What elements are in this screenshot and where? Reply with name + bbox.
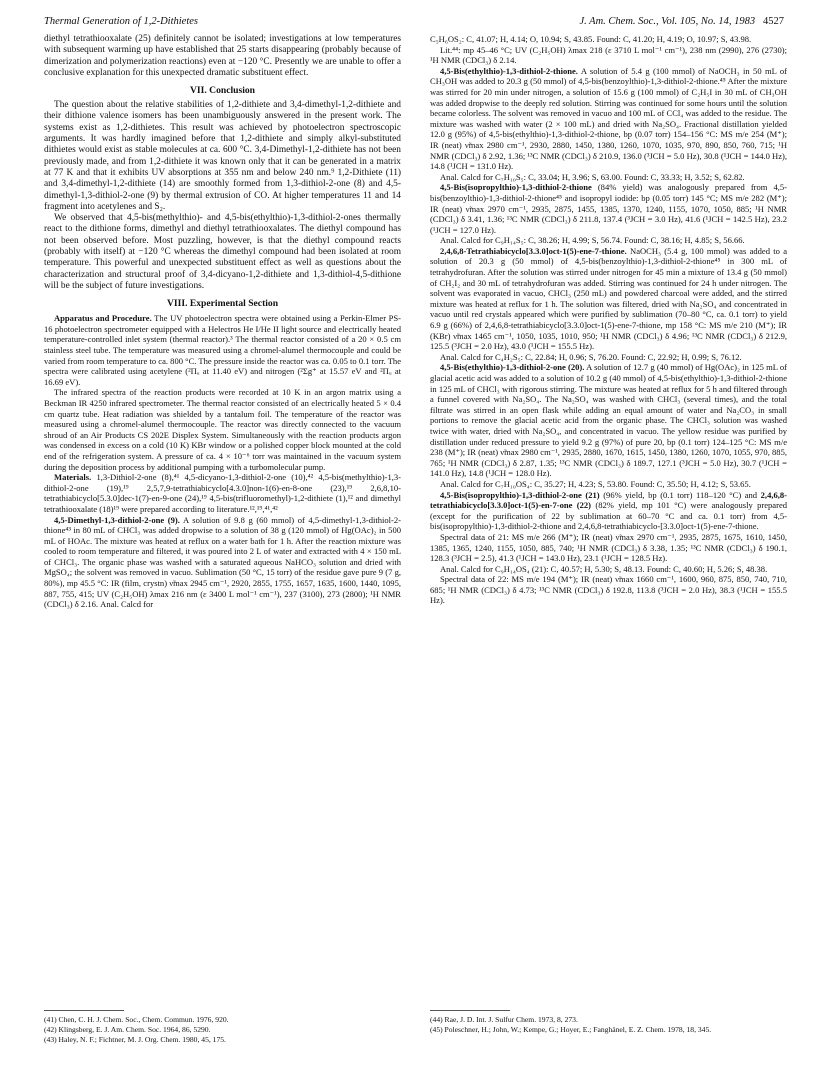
paragraph-conclusion-2: We observed that 4,5-bis(methylthio)- and 4,5-bis(ethylthio)-1,3-dithiol-2-ones thermally react to the dithione forms, dimethyl and diethyl tetrathiooxalates. The diethyl compound has not been observed before. Most puzzling, however, is that the diethyl compound reacts (probably with itself) at −120 °C whereas the dimethyl compound had been isolated at room temperature. This powerful and unexpected substituent effect as well as questions about the characterization and structural proof of 3,4-dicyano-1,2-dithiete and 1,3-dithiol-4,5-dithione will be the subject of future investigations. xyxy=(44,213,401,291)
footnote: (41) Chen, C. H. J. Chem. Soc., Chem. Commun. 1976, 920. xyxy=(44,1015,229,1024)
footnote-rule xyxy=(44,1010,124,1011)
footnotes-left xyxy=(44,1015,401,1044)
running-header xyxy=(44,16,784,32)
paragraph-dimethyl xyxy=(44,515,401,610)
run-in-title: 2,4,6,8-tetrathiabicyclo[3.3.0]oct-1(5)-en-7-one (22) xyxy=(430,489,788,511)
paragraph-bisethyl-thione xyxy=(430,66,787,172)
paragraph-text: (84% yield) was analogously prepared from 4,5-bis(benzoylthio)-1,3-dithiol-2-thione⁴⁵ and isopropyl iodide: bp (0.05 torr) 145 °C; MS m/e 282 (M⁺); IR (neat) ν̃max 2970 cm⁻¹, 2935, 2875, 1455, 1385, 1370, 1240, 1155, 1070, 1050, 885; ¹H NMR (CDCl₃) δ 3.41, 1.36; ¹³C NMR (CDCl₃) δ 211.8, 137.4 (³JCH = 3.0 Hz), 41.6 (¹JCH = 142.5 Hz), 23.2 (¹JCH = 127.0 Hz). xyxy=(430,182,787,235)
paragraph-spectral-21: Spectral data of 21: MS m/e 266 (M⁺); IR (neat) ν̃max 2970 cm⁻¹, 2935, 2875, 1675, 1610, 1450, 1385, 1365, 1240, 1155, 1050, 885, 740; ¹H NMR (CDCl₃) δ 3.38, 1.35; ¹³C NMR (CDCl₃) δ 190.1, 128.3 (³JCH = 2.5), 41.3 (¹JCH = 143.0 Hz), 23.1 (¹JCH = 128.5 Hz). xyxy=(430,531,787,564)
paragraph-text: 1,3-Dithiol-2-one (8),⁴¹ 4,5-dicyano-1,3-dithiol-2-one (10),⁴² 4,5-bis(methylthio)-1,3-dithiol-2-one (19),¹⁹ 2,5,7,9-tetrathiabicyclo[4.3.0]non-1(6)-en-8-one (23),¹⁹ 2,6,8,10-tetrathiabicyclo[5.3.0]dec-1(7)-en-9-one (24),¹⁹ 4,5-bis(trifluoromethyl)-1,2-dithiete (1),¹² and dimethyl tetrathiooxalate (18)¹⁹ were prepared according to literature.¹²,¹⁹,⁴¹,⁴² xyxy=(44,472,401,514)
footnote: (45) Poleschner, H.; John, W.; Kempe, G.; Hoyer, E.; Fanghänel, E. Z. Chem. 1978, 18, 345. xyxy=(430,1024,712,1034)
paragraph-bisisopropyl-anal: Anal. Calcd for C₉H₁₄S₅: C, 38.26; H, 4.99; S, 56.74. Found: C, 38.16; H, 4.85; S, 56.66. xyxy=(440,235,745,246)
paragraph-tetrathia-anal: Anal. Calcd for C₄H₂S₅: C, 22.84; H, 0.96; S, 76.20. Found: C, 22.92; H, 0.99; S, 76.12. xyxy=(440,351,742,362)
run-in-title: 4,5-Bis(ethylthio)-1,3-dithiol-2-thione. xyxy=(440,65,578,76)
run-in-title: 4,5-Bis(isopropylthio)-1,3-dithiol-2-one (21) xyxy=(440,489,600,500)
run-in-title: 2,4,6,8-Tetrathiabicyclo[3.3.0]oct-1(5)-ene-7-thione. xyxy=(440,245,627,256)
paragraph-text: A solution of 12.7 g (40 mmol) of Hg(OAc)₂ in 125 mL of glacial acetic acid was added to a solution of 10.2 g (40 mmol) of 4,5-bis(ethylthio)-1,3-dithiol-2-thione in 125 mL of CHCl₃ with rigorous stirring. The mixture was heated at reflux for 5 h and filtered through a funnel covered with Na₂SO₄. The Na₂SO₄ was washed with CHCl₃ (several times), and the total filtrate was stirred in an open flask while adding an equal amount of water and Na₂CO₃ in small portions to remove the glacial acetic acid from the organic phase. The CHCl₃ solution was washed twice with water, dried with Na₂SO₄, and concentrated in vacuo. The yellow residue was purified by distillation under reduced pressure to yield 9.2 g (97%) of pure 20, bp (0.1 torr) 124–125 °C: MS m/e 238 (M⁺); IR (neat) ν̃max 2980 cm⁻¹, 2935, 2880, 1670, 1615, 1450, 1380, 1260, 1070, 1055, 970, 885, 765; ¹H NMR (CDCl₃) δ 2.87, 1.35; ¹³C NMR (CDCl₃) δ 189.7, 127.1 (³JCH = 5.0 Hz), 30.7 (¹JCH = 141.0 Hz), 14.8 (¹JCH = 128.0 Hz). xyxy=(430,362,787,479)
footnote: (43) Haley, N. F.; Fichtner, M. J. Org. Chem. 1980, 45, 175. xyxy=(44,1034,226,1044)
paragraph-apparatus xyxy=(44,313,401,387)
paragraph-spectral-22: Spectral data of 22: MS m/e 194 (M⁺); IR (neat) ν̃max 1660 cm⁻¹, 1600, 960, 875, 850, 740, 710, 685; ¹H NMR (CDCl₃) δ 4.73; ¹³C NMR (CDCl₃) δ 192.8, 113.8 (³JCH = 2.0 Hz), 38.3 (¹JCH = 155.5 Hz). xyxy=(430,574,787,606)
paragraph-text: (82% yield, mp 101 °C) were analogously prepared (except for the purification of 22 by sublimation at 60–70 °C and ca. 0.1 torr) from 4,5-bis(isopropylthio)-1,3-dithiol-2-thione and 2,4,6,8-tetrathiabicyclo-[3.3.0]oct-1(5)-ene-7-thione. xyxy=(430,500,788,532)
paragraph-bisisopropyl-thione xyxy=(430,182,787,235)
journal-name: J. Am. Chem. Soc., Vol. 105, No. 14, 1983 xyxy=(579,16,756,27)
page-number: 4527 xyxy=(763,16,784,27)
right-column xyxy=(430,34,787,606)
paragraph-ir: The infrared spectra of the reaction products were recorded at 10 K in an argon matrix using a Beckman IR 4250 infrared spectrometer. The thermal reactor consisted of an electrically heated 5 × 0.4 cm quartz tube. Heat radiation was shielded by a tantalum foil. The temperature of the reactor was measured using a chromel-alumel thermocouple. The reactor was directly connected to the vacuum shroud of an Air Products CS 202E Displex System. Simultaneously with the reaction products argon was condensed in excess on a cold (10 K) KBr window or a polished copper block mounted at the cold end of the refrigeration system. A pressure of ca. 4 × 10⁻⁶ torr was maintained in the vacuum system during the deposition process by additional pumping with a turbomolecular pump. xyxy=(44,387,401,472)
run-in-title: Apparatus and Procedure. xyxy=(54,313,152,324)
paragraph-text: NaOCH₃ (5.4 g, 100 mmol) was added to a solution of 20.3 g (50 mmol) of 4,5-bis(benzoylthio)-1,3-dithiol-2-thione⁴⁵ in 300 mL of tetrahydrofuran. After the solution was stirred under nitrogen for 45 min a mixture of 13.4 g (50 mmol) of CH₂I₂ and 30 mL of tetrahydrofuran was added. Stirring was continued for 24 h under nitrogen. The solvent was evaporated in vacuo, CHCl₃ (250 mL) and powdered charcoal were added, and the stirred mixture was heated at reflux for 1 h. The solution was filtered, dried with Na₂SO₄ and concentrated in vacuo until red crystals appeared which were purified by sublimation (70–80 °C, ca. 0.1 torr) to yield 6.9 g (66%) of 2,4,6,8-tetrathiabicyclo[3.3.0]oct-1(5)-ene-7-thione, mp 158 °C: MS m/e 210 (M⁺); IR (KBr) ν̃max 1465 cm⁻¹, 1050, 1035, 1010, 950; ¹H NMR (CDCl₃) δ 4.96; ¹³C NMR (CDCl₃) δ 212.9, 125.5 (³JCH = 2.0 Hz), 43.0 (¹JCH = 155.5 Hz). xyxy=(430,245,787,352)
paragraph-text: (96% yield, bp (0.1 torr) 118–120 °C) and xyxy=(599,489,761,500)
run-in-title: 4,5-Dimethyl-1,3-dithiol-2-one (9). xyxy=(54,514,180,525)
paragraph-text: The UV photoelectron spectra were obtained using a Perkin-Elmer PS-16 photoelectron spectrometer equipped with a Helectros He I/He II light source and electrically heated temperature-controlled inlet system (thermal reactor).³ The thermal reactor consisted of a 20 × 0.5 cm stainless steel tube. The temperature was measured using a chromel-alumel thermocouple and could be varied from room temperature to ca. 800 °C. The pressure inside the reactor was ca. 0.05 to 0.1 torr. The spectra were calibrated using acetylene (²Πᵤ at 11.40 eV) and nitrogen (²Σg⁺ at 15.57 eV and ²Πᵤ at 16.69 eV). xyxy=(44,313,401,387)
paragraph-anal-21: Anal. Calcd for C₉H₁₄OS₄ (21): C, 40.57; H, 5.30; S, 48.13. Found: C, 40.60; H, 5.26; S, 48.38. xyxy=(440,563,768,574)
paragraph-bisethyl-anal: Anal. Calcd for C₇H₁₀S₅: C, 33.04; H, 3.96; S, 63.00. Found: C, 33.33; H, 3.52; S, 62.82. xyxy=(440,171,745,182)
footnote: (42) Klingsberg, E. J. Am. Chem. Soc. 1964, 86, 5290. xyxy=(44,1024,211,1034)
paragraph-calcd: C₅H₆OS₂: C, 41.07; H, 4.14; O, 10.94; S, 43.85. Found: C, 41.20; H, 4.19; O, 10.97; S, 43.98. xyxy=(430,34,752,44)
left-column xyxy=(44,34,401,610)
paragraph-intro: diethyl tetrathiooxalate (25) definitely cannot be isolated; investigations at low temperatures with subsequent warming up have established that 25 starts disappearing (probably because of dimerization and polymerization reactions) even at −120 °C. Presently we are unable to offer a conclusive explanation for this unexpected dramatic substituent effect. xyxy=(44,34,401,78)
run-in-title: 4,5-Bis(isopropylthio)-1,3-dithiol-2-thione xyxy=(440,182,592,193)
paragraph-bisethyl-20 xyxy=(430,362,787,479)
run-in-title: Materials. xyxy=(54,472,92,483)
footnotes-right xyxy=(430,1015,787,1035)
paragraph-conclusion-1: The question about the relative stabilities of 1,2-dithiete and 3,4-dimethyl-1,2-dithiete and their dithione valence isomers has been unambiguously answered in the present work. The systems exist as 1,2-dithietes. This result was achieved by photoelectron spectroscopic arguments. It was hardly imagined before that 1,2-dithiete and simply alkyl-substituted dithietes would exist as stable molecules at ca. 600 °C. 3,4-Dimethyl-1,2-dithiete has not been previously made, and from 1,2-dithiete it was known only that it can be generated in a matrix at 77 K and that it exhibits UV absorptions at 355 nm and below 240 nm.⁹ 1,2-Dithiete (11) and 3,4-dimethyl-1,2-dithiete (14) are smoothly formed from 1,3-dithiol-2-one (8) and 4,5-dimethyl-1,3-dithiol-2-one (9) by thermal extrusion of CO. At higher temperatures 11 and 14 fragment into acetylenes and S₂. xyxy=(44,100,401,212)
section-heading-conclusion: VII. Conclusion xyxy=(189,85,256,97)
paragraph-lit: Lit.⁴⁴: mp 45–46 °C; UV (C₂H₅OH) λmax 218 (ε 3710 L mol⁻¹ cm⁻¹), 238 nm (2990), 276 (2730); ¹H NMR (CDCl₃) δ 2.14. xyxy=(430,44,787,66)
journal-citation xyxy=(579,16,784,27)
footnote-rule xyxy=(430,1010,510,1011)
paragraph-tetrathia-thione xyxy=(430,246,787,352)
paragraph-text: A solution of 5.4 g (100 mmol) of NaOCH₃ in 50 mL of CH₃OH was added to 20.3 g (50 mmol) of 4,5-bis(benzoylthio)-1,3-dithiol-2-thione.⁴⁵ After the mixture was stirred for 20 min under nitrogen, a solution of 15.6 g (100 mmol) of C₂H₅I in 30 mL of CH₃OH was added dropwise to the deeply red solution. Stirring was continued for some hours until the solution became colorless. The solvent was removed in vacuo and 100 mL of CCl₄ was added to the residue. The mixture was washed with water (2 × 100 mL) and dried with Na₂SO₄. Fractional distillation yielded 12.0 g (95%) of 4,5-bis(ethylthio)-1,3-dithiol-2-thione, bp (0.07 torr) 154–156 °C: MS m/e 254 (M⁺); IR (neat) ν̃max 2980 cm⁻¹, 2930, 2880, 1450, 1380, 1260, 1070, 1035, 970, 890, 850, 760, 715; ¹H NMR (CDCl₃) δ 2.92, 1.36; ¹³C NMR (CDCl₃) δ 210.9, 136.0 (³JCH = 5.0 Hz), 30.8 (¹JCH = 144.0 Hz), 14.8 (¹JCH = 131.0 Hz). xyxy=(430,65,787,172)
paragraph-21-22 xyxy=(430,490,787,532)
footnote: (44) Rae, J. D. Int. J. Sulfur Chem. 1973, 8, 273. xyxy=(430,1015,578,1024)
paragraph-bisethyl-20-anal: Anal. Calcd for C₇H₁₀OS₄: C, 35.27; H, 4.23; S, 53.80. Found: C, 35.50; H, 4.12; S, 53.65. xyxy=(440,478,751,489)
run-in-title: 4,5-Bis(ethylthio)-1,3-dithiol-2-one (20). xyxy=(440,362,585,373)
paragraph-materials xyxy=(44,472,401,514)
paragraph-text: A solution of 9.8 g (60 mmol) of 4,5-dimethyl-1,3-dithiol-2-thione⁴³ in 80 mL of CHCl₃ was added dropwise to a solution of 38 g (120 mmol) of Hg(OAc)₂ in 500 mL of HOAc. The mixture was heated at reflux on a water bath for 1 h. After the reaction mixture was cooled to room temperature and filtered, it was poured into 2 L of water and extracted with 4 × 150 mL of CHCl₃. The organic phase was washed with a saturated aqueous NaHCO₃ solution and dried with MgSO₄; the solvent was removed in vacuo. Sublimation (50 °C, 15 torr) of the residue gave pure 9 (7 g, 80%), mp 45.5 °C: IR (film, crystn) ν̃max 2945 cm⁻¹, 2920, 2855, 1755, 1657, 1635, 1600, 1440, 1095, 887, 755, 415; UV (C₂H₅OH) λmax 216 nm (ε 3400 L mol⁻¹ cm⁻¹), 237 (3100), 273 (2800); ¹H NMR (CDCl₃) δ 2.16. Anal. Calcd for xyxy=(44,514,401,610)
running-title: Thermal Generation of 1,2-Dithietes xyxy=(44,16,198,27)
section-heading-experimental: VIII. Experimental Section xyxy=(166,298,279,310)
